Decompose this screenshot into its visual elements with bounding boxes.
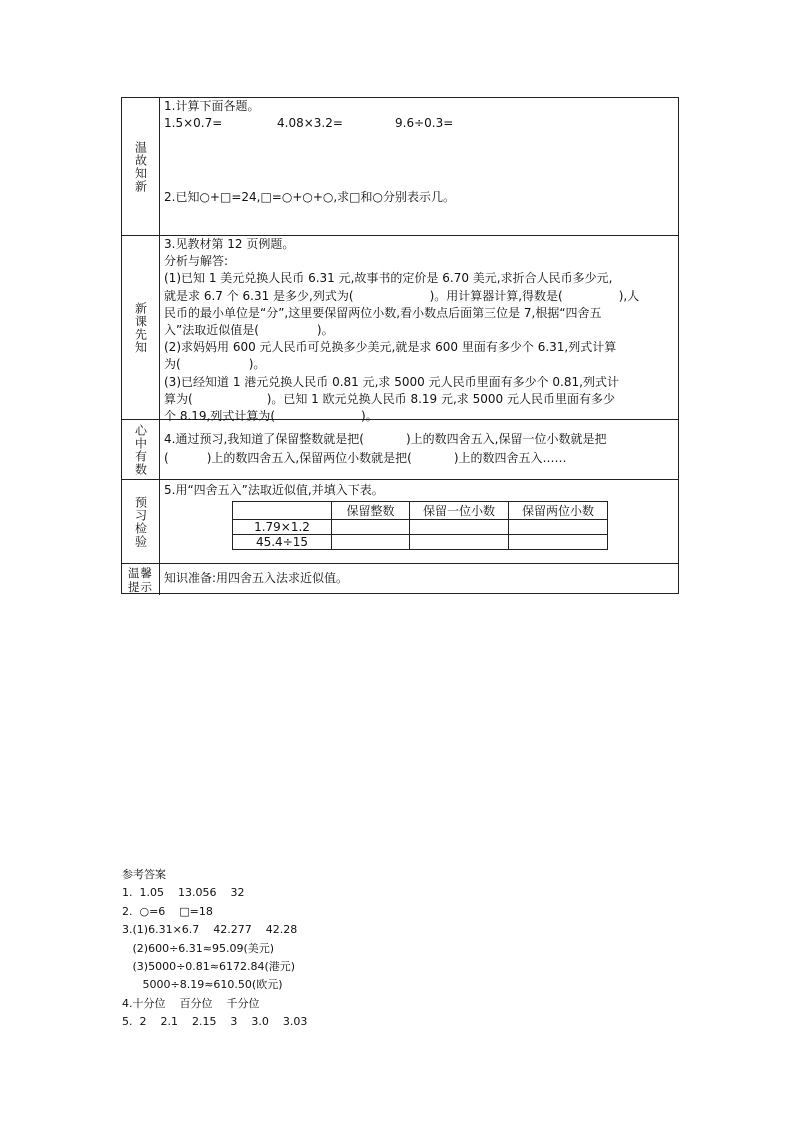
text-line xyxy=(164,449,674,468)
row-label xyxy=(122,98,160,235)
answer-line: (2)600÷6.31≈95.09(美元) xyxy=(122,941,275,955)
row-tips xyxy=(122,564,678,595)
text-segment: )。 xyxy=(361,409,378,424)
calc-item: 1.5×0.7= xyxy=(164,116,223,131)
text-line xyxy=(164,356,674,373)
text-segment: 4.通过预习,我知道了保留整数就是把( xyxy=(164,432,364,446)
row-label xyxy=(122,236,160,419)
tip-text: 知识准备:用四舍五入法求近似值。 xyxy=(164,571,349,585)
table-header xyxy=(233,502,332,520)
text-segment: )。用计算器计算,得数是( xyxy=(429,288,563,303)
table-cell-blank[interactable] xyxy=(410,535,509,550)
question-5-title: 5.用“四舍五入”法取近似值,并填入下表。 xyxy=(164,483,384,497)
text-segment: ( xyxy=(164,451,169,465)
question-1-title: 1.计算下面各题。 xyxy=(164,99,260,113)
label-line: 温馨 xyxy=(128,565,153,580)
text-segment: )上的数四舍五入…… xyxy=(453,451,567,465)
table-cell-blank[interactable] xyxy=(509,520,608,535)
text-line xyxy=(164,391,674,408)
answer-line: (3)5000÷0.81≈6172.84(港元) xyxy=(122,960,296,974)
table-header: 保留整数 xyxy=(332,502,410,520)
text-segment: )。 xyxy=(248,357,266,372)
text-line: (2)求妈妈用 600 元人民币可兑换多少美元,就是求 600 里面有多少个 6.31,列式计算 xyxy=(164,340,617,355)
worksheet-table xyxy=(121,97,679,594)
table-header: 保留一位小数 xyxy=(410,502,509,520)
answer-title: 参考答案 xyxy=(122,868,166,881)
label-text: 温故知新 xyxy=(133,140,148,193)
table-cell-blank[interactable] xyxy=(509,535,608,550)
row-review xyxy=(122,98,678,236)
text-line: (3)已经知道 1 港元兑换人民币 0.81 元,求 5000 元人民币里面有多少个 0.81,列式计 xyxy=(164,374,619,389)
table-cell: 45.4÷15 xyxy=(233,535,332,550)
text-segment: 算为( xyxy=(164,391,193,406)
row-label xyxy=(122,564,160,595)
row-self-check xyxy=(122,420,678,480)
text-segment: )上的数四舍五入,保留一位小数就是把 xyxy=(405,432,607,446)
text-line: (1)已知 1 美元兑换人民币 6.31 元,故事书的定价是 6.70 美元,求折合人民币多少元, xyxy=(164,271,613,286)
calc-items xyxy=(164,115,674,132)
row-content xyxy=(164,98,674,204)
answer-line: 5000÷8.19≈610.50(欧元) xyxy=(132,978,283,992)
answer-line: 4.十分位 百分位 千分位 xyxy=(122,996,260,1010)
text-segment: ),人 xyxy=(618,288,640,303)
label-text: 预习检验 xyxy=(133,495,148,548)
row-new-lesson xyxy=(122,236,678,424)
text-segment: 入”法取近似值是( xyxy=(164,323,259,338)
text-line: 分析与解答: xyxy=(164,254,229,269)
calc-item: 4.08×3.2= xyxy=(277,116,343,131)
row-label xyxy=(122,420,160,479)
text-line: 3.见教材第 12 页例题。 xyxy=(164,237,295,251)
row-content xyxy=(164,236,674,425)
text-segment: )上的数四舍五入,保留两位小数就是把( xyxy=(206,451,412,465)
row-preview-test xyxy=(122,480,678,564)
table-cell: 1.79×1.2 xyxy=(233,520,332,535)
text-segment: 就是求 6.7 个 6.31 是多少,列式为( xyxy=(164,288,354,303)
table-header-row xyxy=(233,502,608,520)
text-line: 民币的最小单位是“分”,这里要保留两位小数,看小数点后面第三位是 7,根据“四舍五 xyxy=(164,305,602,320)
table-row xyxy=(233,520,608,535)
answer-line: 2. ○=6 □=18 xyxy=(122,904,213,918)
text-line xyxy=(164,322,674,339)
estimate-table xyxy=(232,501,608,550)
row-content xyxy=(164,430,674,468)
answer-key xyxy=(122,866,307,1032)
label-text-block xyxy=(127,566,155,594)
row-label xyxy=(122,480,160,563)
text-line xyxy=(164,288,674,305)
text-segment: 为( xyxy=(164,357,181,372)
question-2: 2.已知○+□=24,□=○+○+○,求□和○分别表示几。 xyxy=(164,190,455,204)
answer-line: 5. 2 2.1 2.15 3 3.0 3.03 xyxy=(122,1015,308,1029)
row-content xyxy=(164,570,674,587)
table-cell-blank[interactable] xyxy=(332,520,410,535)
text-segment: )。 xyxy=(316,323,334,338)
table-row xyxy=(233,535,608,550)
label-text: 新课先知 xyxy=(133,301,148,354)
text-line xyxy=(164,430,674,449)
calc-item: 9.6÷0.3= xyxy=(395,116,454,131)
row-content xyxy=(164,482,674,499)
label-text: 心中有数 xyxy=(133,423,148,476)
text-segment: 个 8.19,列式计算为( xyxy=(164,409,276,424)
text-segment: )。已知 1 欧元兑换人民币 8.19 元,求 5000 元人民币里面有多少 xyxy=(266,391,615,406)
answer-line: 1. 1.05 13.056 32 xyxy=(122,886,245,900)
table-cell-blank[interactable] xyxy=(332,535,410,550)
table-cell-blank[interactable] xyxy=(410,520,509,535)
table-header: 保留两位小数 xyxy=(509,502,608,520)
answer-line: 3.(1)6.31×6.7 42.277 42.28 xyxy=(122,923,298,937)
label-line: 提示 xyxy=(128,579,153,594)
